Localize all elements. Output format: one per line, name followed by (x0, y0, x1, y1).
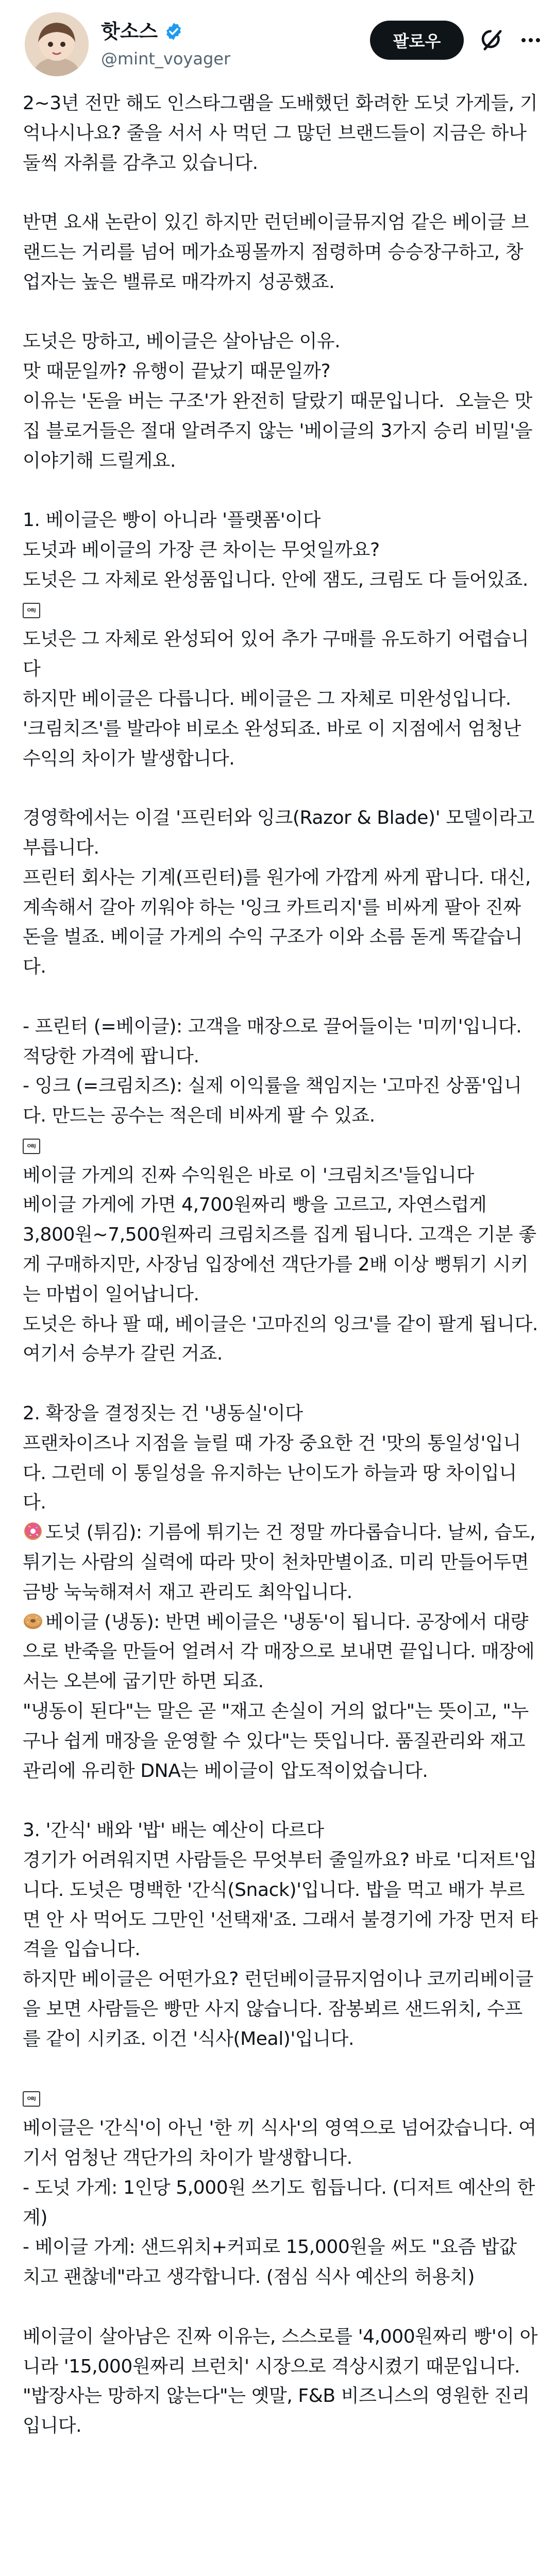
paragraph: 도넛과 베이글의 가장 큰 차이는 무엇일까요? (23, 539, 380, 561)
section-heading: 2. 확장을 결정짓는 건 '냉동실'이다 (23, 1403, 303, 1425)
donut-text: 도넛 (튀김): 기름에 튀기는 건 정말 까다롭습니다. 날씨, 습도, 튀기는 사람의 실력에 따라 맛이 천차만별이죠. 미리 만들어두면 금방 눅눅해져서 재고 관리도 최악입니다. (23, 1522, 542, 1603)
section-heading: 3. '간식' 배와 '밥' 배는 예산이 다르다 (23, 1820, 324, 1841)
missing-glyph-icon: OBJ (23, 1139, 40, 1154)
paragraph: 하지만 베이글은 다릅니다. 베이글은 그 자체로 미완성입니다. '크림치즈'를 발라야 비로소 완성되죠. 바로 이 지점에서 엄청난 수익의 차이가 발생합니다. (23, 688, 527, 769)
paragraph: 프랜차이즈나 지점을 늘릴 때 가장 중요한 건 '맛의 통일성'입니다. 그런데 이 통일성을 유지하는 난이도가 하늘과 땅 차이입니다. (23, 1432, 521, 1514)
avatar[interactable] (25, 12, 89, 76)
author-display-name[interactable]: 핫소스 (101, 20, 158, 43)
paragraph: 도넛은 그 자체로 완성품입니다. 안에 잼도, 크림도 다 들어있죠. (23, 569, 528, 590)
paragraph: "밥장사는 망하지 않는다"는 옛말, F&B 비즈니스의 영원한 진리입니다. (23, 2385, 530, 2437)
grok-icon[interactable] (479, 27, 506, 54)
list-item: - 잉크 (=크림치즈): 실제 이익률을 책임지는 '고마진 상품'입니다. 만드는 공수는 적은데 비싸게 팔 수 있죠. (23, 1075, 522, 1127)
author-handle[interactable]: @mint_voyager (101, 49, 231, 69)
list-item: - 프린터 (=베이글): 고객을 매장으로 끌어들이는 '미끼'입니다. 적당한 가격에 팝니다. (23, 1015, 528, 1067)
paragraph: 베이글 가게의 진짜 수익원은 바로 이 '크림치즈'들입니다 (23, 1164, 474, 1186)
verified-badge-icon (164, 22, 183, 41)
post-header (0, 0, 556, 88)
paragraph: 프린터 회사는 기계(프린터)를 원가에 가깝게 싸게 팝니다. 대신, 계속해서 갈아 끼워야 하는 '잉크 카트리지'를 비싸게 팔아 진짜 돈을 벌죠. 베이글 가게의 수익 구조가 이와 소름 돋게 똑같습니다. (23, 867, 537, 978)
paragraph: 도넛은 그 자체로 완성되어 있어 추가 구매를 유도하기 어렵습니다 (23, 629, 529, 680)
bagel-text: 베이글 (냉동): 반면 베이글은 '냉동'이 됩니다. 공장에서 대량으로 반죽을 만들어 얼려서 각 매장으로 보내면 끝입니다. 매장에서는 오븐에 굽기만 하면 되죠. (23, 1611, 535, 1692)
paragraph: 맛 때문일까? 유행이 끝났기 때문일까? (23, 361, 331, 382)
bagel-emoji-icon (23, 1611, 43, 1631)
list-item: - 베이글 가게: 샌드위치+커피로 15,000원을 써도 "요즘 밥값 치고 괜찮네"라고 생각합니다. (점심 식사 예산의 허용치) (23, 2236, 523, 2288)
paragraph: 하지만 베이글은 어떤가요? 런던베이글뮤지엄이나 코끼리베이글을 보면 사람들은 빵만 사지 않습니다. 잠봉뵈르 샌드위치, 수프를 같이 시키죠. 이건 '식사(Meal)'입니다. (23, 1969, 534, 2049)
follow-button[interactable]: 팔로우 (370, 21, 464, 60)
paragraph: 베이글 가게에 가면 4,700원짜리 빵을 고르고, 자연스럽게 3,800원~7,500원짜리 크림치즈를 집게 됩니다. 고객은 기분 좋게 구매하지만, 사장님 입장에선 객단가를 2배 이상 뻥튀기 시키는 마법이 일어납니다. (23, 1194, 536, 1305)
list-item: - 도넛 가게: 1인당 5,000원 쓰기도 힘듭니다. (디저트 예산의 한계) (23, 2177, 535, 2228)
paragraph: "냉동이 된다"는 말은 곧 "재고 손실이 거의 없다"는 뜻이고, "누구나 쉽게 매장을 운영할 수 있다"는 뜻입니다. 품질관리와 재고관리에 유리한 DNA는 베이글이 압도적이었습니다. (23, 1701, 529, 1782)
donut-emoji-icon (23, 1521, 43, 1541)
section-heading: 1. 베이글은 빵이 아니라 '플랫폼'이다 (23, 510, 321, 531)
paragraph: 도넛은 하나 팔 때, 베이글은 '고마진의 잉크'를 같이 팔게 됩니다. 여기서 승부가 갈린 거죠. (23, 1313, 544, 1365)
list-item (23, 1518, 542, 1607)
post-text (23, 89, 544, 2441)
paragraph: 반면 요새 논란이 있긴 하지만 런던베이글뮤지엄 같은 베이글 브랜드는 거리를 넘어 메가쇼핑몰까지 점령하며 승승장구하고, 창업자는 높은 밸류로 매각까지 성공했죠. (23, 212, 529, 293)
missing-glyph-icon: OBJ (23, 603, 40, 618)
more-options-icon[interactable] (518, 30, 543, 50)
paragraph: 이유는 '돈을 버는 구조'가 완전히 달랐기 때문입니다. 오늘은 맛집 블로거들은 절대 알려주지 않는 '베이글의 3가지 승리 비밀'을 이야기해 드릴게요. (23, 390, 538, 471)
list-item (23, 1607, 538, 1697)
paragraph: 경영학에서는 이걸 '프린터와 잉크(Razor & Blade)' 모델이라고 부릅니다. (23, 807, 541, 858)
paragraph: 베이글은 '간식'이 아닌 '한 끼 식사'의 영역으로 넘어갔습니다. 여기서 엄청난 객단가의 차이가 발생합니다. (23, 2117, 536, 2168)
paragraph: 경기가 어려워지면 사람들은 무엇부터 줄일까요? 바로 '디저트'입니다. 도넛은 명백한 '간식(Snack)'입니다. 밥을 먹고 배가 부르면 안 사 먹어도 그만인 '선택재'죠. 그래서 불경기에 가장 먼저 타격을 입습니다. (23, 1850, 538, 1960)
paragraph: 도넛은 망하고, 베이글은 살아남은 이유. (23, 331, 341, 352)
paragraph: 2~3년 전만 해도 인스타그램을 도배했던 화려한 도넛 가게들, 기억나시나요? 줄을 서서 사 먹던 그 많던 브랜드들이 지금은 하나둘씩 자취를 감추고 있습니다. (23, 93, 538, 174)
paragraph: 베이글이 살아남은 진짜 이유는, 스스로를 '4,000원짜리 빵'이 아니라 '15,000원짜리 브런치' 시장으로 격상시켰기 때문입니다. (23, 2326, 538, 2377)
missing-glyph-icon: OBJ (23, 2091, 40, 2107)
